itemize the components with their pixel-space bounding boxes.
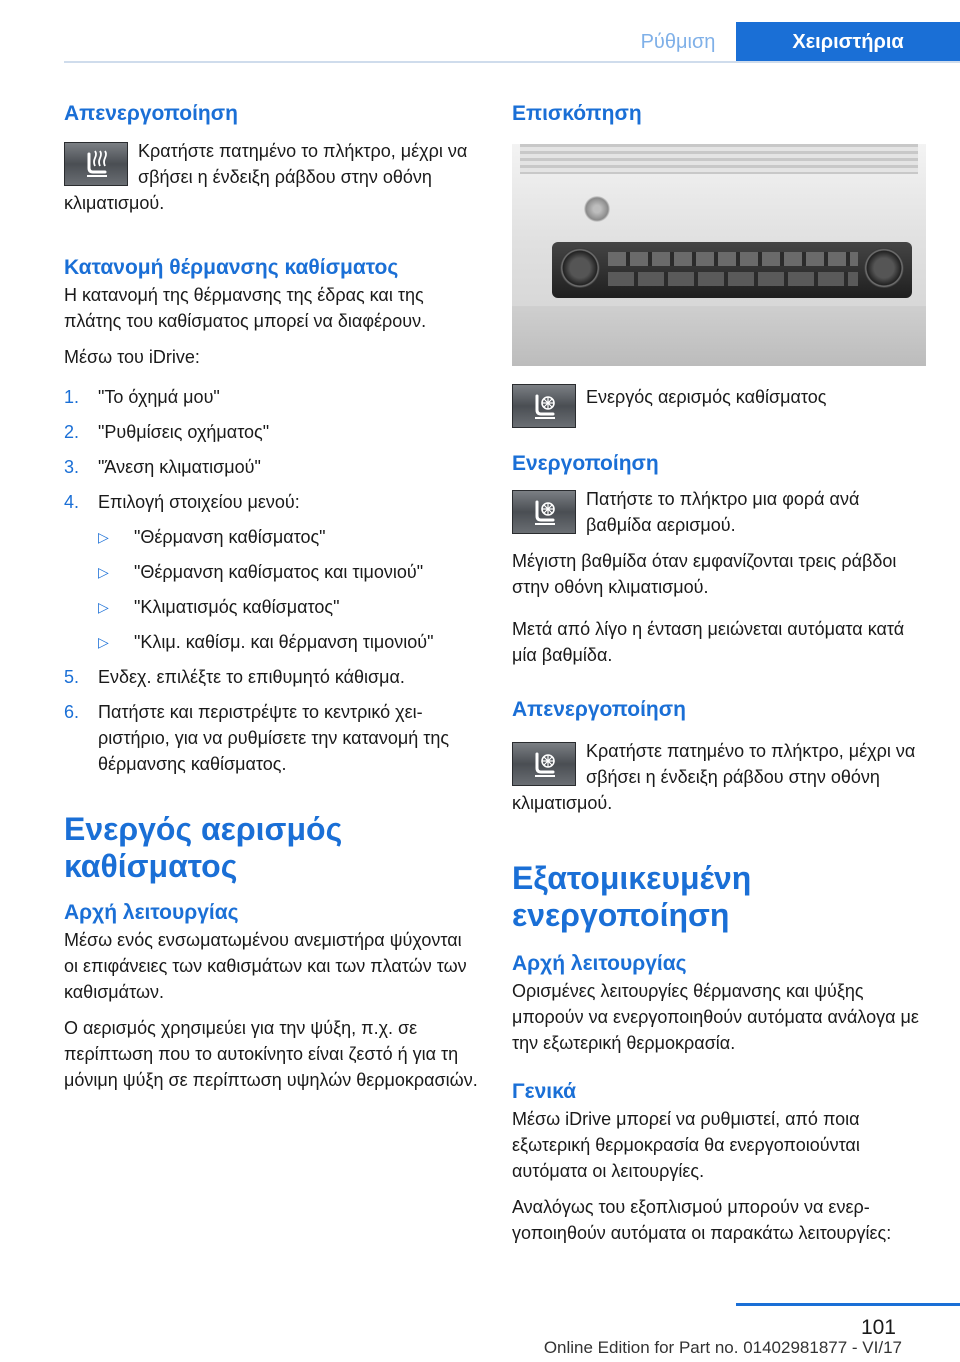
heading-heat-distribution: Κατανομή θέρμανσης καθίσματος (64, 256, 399, 279)
menu-item-text: "Θέρμανση καθίσματος" (134, 527, 326, 547)
step-text: "Άνεση κλιματισμού" (98, 457, 261, 477)
seat-ventilation-icon (512, 742, 576, 786)
heading-principle: Αρχή λειτουργίας (512, 952, 687, 975)
heading-deactivation: Απενεργοποίηση (64, 102, 238, 125)
list-item (64, 524, 478, 550)
list-item (64, 664, 478, 690)
chapter-tab[interactable]: Χειριστήρια (736, 22, 960, 62)
heading-deactivation: Απενεργοποίηση (512, 698, 686, 721)
via-idrive-text: Μέσω του iDrive: (64, 347, 200, 367)
list-item (64, 454, 478, 480)
deactivation-text: Κρατήστε πατημένο το πλήκτρο, μέχρι να σβήσει η ένδειξη ράβδου στην οθόνη κλιματισμού. (512, 741, 916, 813)
lower-console (512, 306, 926, 366)
left-column (64, 100, 478, 1093)
list-item (64, 489, 478, 515)
icon-caption (512, 380, 926, 410)
step-text: "Ρυθμίσεις οχήματος" (98, 422, 270, 442)
principle-text: Ορισμένες λειτουργίες θέρμανσης και ψύξης μπορούν να ενεργοποιηθούν αυτόματα ανάλογα με την εξωτερική θερμοκρασία. (512, 981, 919, 1053)
list-item (64, 419, 478, 445)
header-rule (64, 61, 960, 63)
volume-knob (584, 196, 610, 222)
step-number: 1. (64, 387, 80, 407)
menu-item-text: "Κλιματισμός καθίσματος" (134, 597, 340, 617)
steps-list (64, 384, 478, 515)
step-number: 2. (64, 422, 80, 442)
triangle-bullet-icon: ▷ (98, 564, 109, 580)
triangle-bullet-icon: ▷ (98, 529, 109, 545)
step-text: Πατήστε και περιστρέψτε το κεντρικό χειριστήριο, για να ρυθμίσετε την κατανομή της θέρμανσης καθίσματος. (98, 702, 450, 774)
general-text-2: Αναλόγως του εξοπλισμού μπορούν να ενεργοποιηθούν αυτόματα οι παρακάτω λειτουργίες: (512, 1197, 892, 1243)
section-title-seat-ventilation: Ενεργός αερισμός καθίσματος (64, 811, 343, 884)
steps-list-continued (64, 664, 478, 777)
principle-text-2: Ο αερισμός χρησιμεύει για την ψύξη, π.χ. σε περίπτωση που το αυτοκίνητο είναι ζεστό ή για τη μόνιμη ψύξη σε περίπτωση υψηλών θερμοκρασιών. (64, 1018, 478, 1090)
air-vent (520, 144, 918, 174)
seat-ventilation-icon (512, 490, 576, 534)
triangle-bullet-icon: ▷ (98, 634, 109, 650)
list-item (64, 594, 478, 620)
right-temperature-knob (864, 248, 904, 288)
menu-items-list (64, 524, 478, 655)
step-text: "Το όχημά μου" (98, 387, 220, 407)
deactivation-text: Κρατήστε πατημένο το πλήκτρο, μέχρι να σβήσει η ένδειξη ράβδου στην οθόνη κλιματισμού. (64, 141, 468, 213)
edition-footer: Online Edition for Part no. 01402981877 - VI/17 (543, 1338, 902, 1357)
step-number: 6. (64, 702, 80, 722)
deactivation-paragraph (64, 138, 478, 216)
step-number: 5. (64, 667, 80, 687)
section-title-custom-activation: Εξατομικευμένη ενεργοποίηση (512, 860, 752, 933)
activation-text: Πατήστε το πλήκτρο μια φορά ανά βαθμίδα αερισμού. (586, 489, 860, 535)
left-temperature-knob (560, 248, 600, 288)
max-level-text: Μέγιστη βαθμίδα όταν εμφανίζονται τρεις ράβδοι στην οθόνη κλιματισμού. (512, 551, 897, 597)
seat-heating-icon (64, 142, 128, 186)
menu-item-text: "Θέρμανση καθίσματος και τιμονιού" (134, 562, 424, 582)
list-item (64, 384, 478, 410)
auto-reduce-text: Μετά από λίγο η ένταση μειώνεται αυτόματα κατά μία βαθμίδα. (512, 619, 905, 665)
heading-overview: Επισκόπηση (512, 102, 642, 125)
menu-item-text: "Κλιμ. καθίσμ. και θέρμανση τιμονιού" (134, 632, 434, 652)
triangle-bullet-icon: ▷ (98, 599, 109, 615)
activation-paragraph (512, 486, 926, 538)
heading-activation: Ενεργοποίηση (512, 452, 659, 475)
step-number: 4. (64, 492, 80, 512)
principle-text-1: Μέσω ενός ενσωματωμένου ανεμιστήρα ψύχονται οι επιφάνειες των καθισμάτων και των πλατών των καθισμάτων. (64, 930, 467, 1002)
deactivation-paragraph (512, 738, 926, 816)
section-tab[interactable]: Ρύθμιση (640, 31, 716, 53)
step-text: Ενδεχ. επιλέξτε το επιθυμητό κάθισμα. (98, 667, 405, 687)
list-item (64, 629, 478, 655)
distribution-text: Η κατανομή της θέρμανσης της έδρας και της πλάτης του καθίσματος μπορεί να διαφέρουν. (64, 285, 427, 331)
general-text-1: Μέσω iDrive μπορεί να ρυθμιστεί, από ποια εξωτερική θερμοκρασία θα ενεργοποιούνται αυτόματα οι λειτουργίες. (512, 1109, 860, 1181)
step-text: Επιλογή στοιχείου μενού: (98, 492, 300, 512)
page-number: 101 (860, 1316, 896, 1339)
step-number: 3. (64, 457, 80, 477)
heading-general: Γενικά (512, 1080, 577, 1103)
heading-principle: Αρχή λειτουργίας (64, 901, 239, 924)
panel-button-row-lower (608, 272, 858, 286)
list-item (64, 699, 478, 777)
climate-panel-photo (512, 144, 926, 366)
list-item (64, 559, 478, 585)
icon-caption-text: Ενεργός αερισμός καθίσματος (586, 387, 827, 407)
climate-control-panel (552, 242, 912, 298)
seat-ventilation-icon (512, 384, 576, 428)
right-column (512, 100, 926, 1246)
panel-button-row (608, 252, 858, 266)
footer-rule (736, 1303, 960, 1306)
page-header (0, 0, 960, 62)
